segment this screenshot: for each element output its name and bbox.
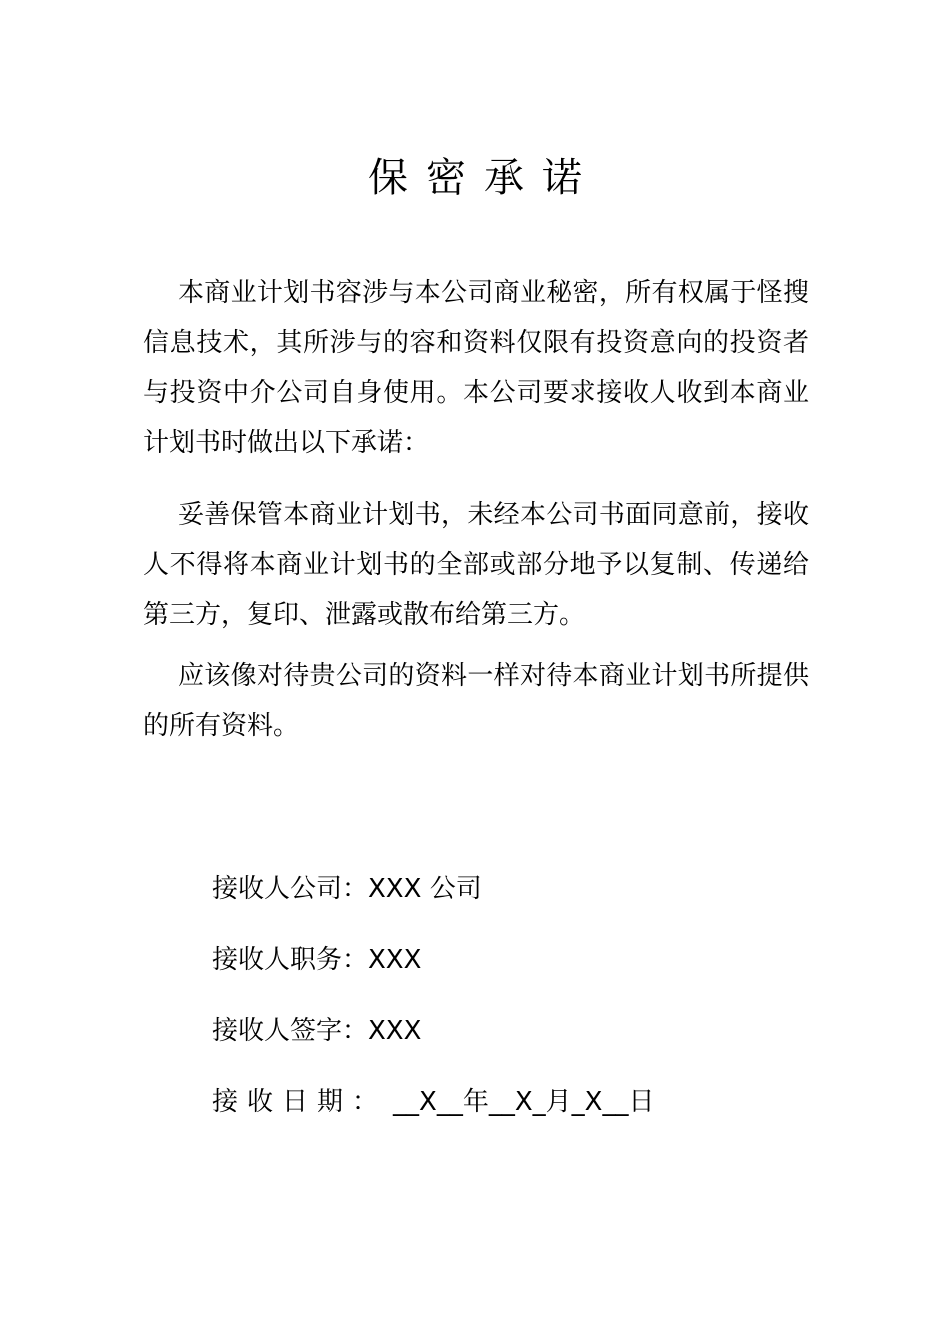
recipient-signature-line: 接收人签字：XXX — [212, 1016, 422, 1046]
paragraph-intro — [143, 268, 809, 468]
paragraph-text: 应该像对待贵公司的资料一样对待本商业计划书所提供的所有资料。 — [143, 661, 809, 741]
paragraph-text: 本商业计划书容涉与本公司商业秘密，所有权属于怪搜信息技术，其所涉与的容和资料仅限有投资意向的投资者与投资中介公司自身使用。本公司要求接收人收到本商业计划书时做出以下承诺： — [143, 278, 809, 458]
recipient-position-line: 接收人职务：XXX — [212, 945, 422, 975]
paragraph-commitment-2 — [143, 651, 809, 751]
receipt-date-label: 接收日期： — [212, 1087, 388, 1117]
paragraph-text: 妥善保管本商业计划书，未经本公司书面同意前，接收人不得将本商业计划书的全部或部分地予以复制、传递给第三方，复印、泄露或散布给第三方。 — [143, 500, 809, 630]
recipient-company-line: 接收人公司：XXX 公司 — [212, 874, 482, 904]
receipt-date-line — [212, 1082, 654, 1122]
document-title: 保密承诺 — [368, 155, 600, 201]
receipt-date-value: __X__年__X_月_X__日 — [393, 1087, 655, 1117]
paragraph-commitment-1 — [143, 490, 809, 640]
